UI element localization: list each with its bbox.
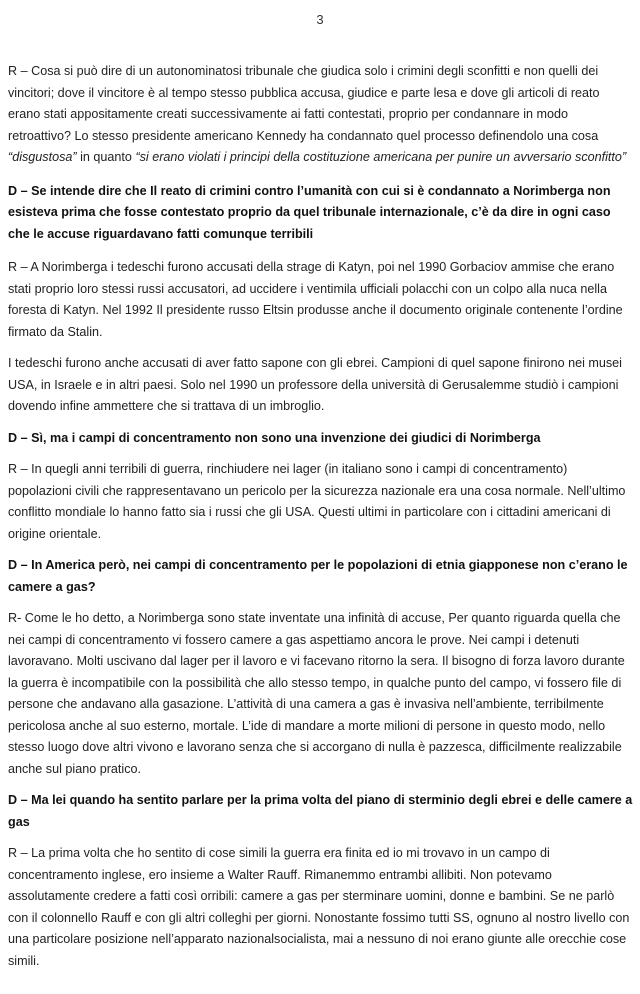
question-paragraph-3: D – In America però, nei campi di concentramento per le popolazioni di etnia giapponese non c’erano le camere a gas?: [8, 558, 628, 594]
question-paragraph-4: D – Ma lei quando ha sentito parlare per la prima volta del piano di sterminio degli ebrei e delle camere a gas: [8, 793, 633, 829]
document-body: [8, 61, 633, 972]
quote-kennedy: “si erano violati i principi della costituzione americana per punire un avversario sconfitto”: [135, 150, 627, 164]
question-paragraph-2: D – Sì, ma i campi di concentramento non sono una invenzione dei giudici di Norimberga: [8, 430, 541, 445]
quote-disgustosa: “disgustosa”: [8, 150, 77, 164]
answer-paragraph-3: I tedeschi furono anche accusati di aver fatto sapone con gli ebrei. Campioni di quel sapone finirono nei musei USA, in Israele e in altri paesi. Solo nel 1990 un professore della università di Gerusalemme studiò i campioni dovendo infine ammettere che si trattava di un imbroglio.: [8, 356, 622, 413]
answer-paragraph-1: R – Cosa si può dire di un autonominatosi tribunale che giudica solo i crimini degli sconfitti e non quelli dei vincitori; dove il vincitore è al tempo stesso pubblica accusa, giudice e parte lesa e dove gli articoli di reato erano stati appositamente creati successivamente ai fatti contestati, proprio per condannare in modo retroattivo? Lo stesso presidente americano Kennedy ha condannato quel processo definendolo una cosa “disgustosa” in quanto “si erano violati i principi della costituzione americana per punire un avversario sconfitto”: [8, 64, 627, 164]
question-paragraph-1: D – Se intende dire che Il reato di crimini contro l’umanità con cui si è condannato a Norimberga non esisteva prima che fosse contestato proprio da quel tribunale internazionale, c’è da dire in ogni caso che le accuse riguardavano fatti comunque terribili: [8, 183, 611, 241]
answer-paragraph-6: R – La prima volta che ho sentito di cose simili la guerra era finita ed io mi trovavo in un campo di concentramento inglese, ero insieme a Walter Rauff. Rimanemmo entrambi allibiti. Non potevamo assolutamente credere a fatti così orribili: camere a gas per sterminare uomini, donne e bambini. Se ne parlò con il colonnello Rauff e con gli altri colleghi per giorni. Nonostante fossimo tutti SS, ognuno al nostro livello con una particolare posizione nell’apparato nazionalsocialista, mai a nessuno di noi erano giunte alle orecchie cose simili.: [8, 846, 630, 968]
page-number: 3: [316, 12, 324, 27]
answer-paragraph-5: R- Come le ho detto, a Norimberga sono state inventate una infinità di accuse, Per quanto riguarda quella che nei campi di concentramento vi fossero camere a gas aspettiamo ancora le prove. Nei campi i detenuti lavoravano. Molti uscivano dal lager per il lavoro e vi facevano ritorno la sera. Il bisogno di forza lavoro durante la guerra è incompatibile con la possibilità che allo stesso tempo, in qualche punto del campo, vi fossero file di persone che andavano alla gasazione. L’attività di una camera a gas è invasiva nell’ambiente, terribilmente pericolosa anche al suo esterno, mortale. L’ide di mandare a morte milioni di persone in questo modo, nello stesso luogo dove altri vivono e lavorano senza che si accorgano di nulla è pazzesca, difficilmente realizzabile anche sul piano pratico.: [8, 611, 625, 776]
answer-paragraph-4: R – In quegli anni terribili di guerra, rinchiudere nei lager (in italiano sono i campi di concentramento) popolazioni civili che rappresentavano un pericolo per la sicurezza nazionale era una cosa normale. Nell’ultimo conflitto mondiale lo hanno fatto sia i russi che gli USA. Questi ultimi in particolare con i cittadini americani di origine orientale.: [8, 462, 626, 541]
answer-paragraph-2: R – A Norimberga i tedeschi furono accusati della strage di Katyn, poi nel 1990 Gorbaciov ammise che erano stati proprio loro stessi russi accusatori, ad uccidere i ventimila ufficiali polacchi con un colpo alla nuca nella foresta di Katyn. Nel 1992 Il presidente russo Eltsin produsse anche il documento originale contenente l’ordine firmato da Stalin.: [8, 260, 623, 339]
